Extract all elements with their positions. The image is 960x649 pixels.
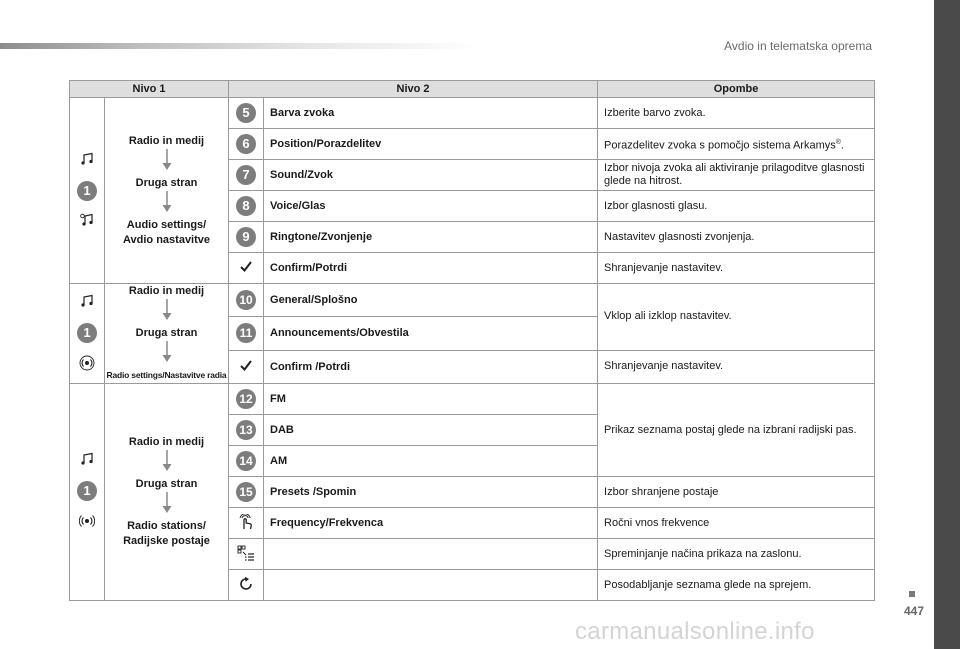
level-badge: 1 <box>77 481 97 501</box>
registered-mark: ® <box>835 138 841 146</box>
level2-label: Confirm /Potrdi <box>264 350 598 383</box>
row-number-badge: 8 <box>236 196 256 216</box>
level2-label: Sound/Zvok <box>264 160 598 191</box>
display-mode-icon <box>229 539 264 570</box>
header-nivo2: Nivo 2 <box>229 81 598 98</box>
note-text: Porazdelitev zvoka s pomočjo sistema Arkamys <box>604 139 836 152</box>
path-step: Radio in medij <box>128 134 205 147</box>
group1-icons <box>70 98 105 284</box>
note: Ročni vnos frekvence <box>598 508 875 539</box>
group2-path <box>105 284 229 384</box>
note: Shranjevanje nastavitev. <box>598 253 875 284</box>
watermark: carmanualsonline.info <box>575 618 815 645</box>
down-arrow-icon <box>105 450 228 477</box>
radio-settings-icon <box>79 355 95 374</box>
note: Posodabljanje seznama glede na sprejem. <box>598 570 875 601</box>
page-marker <box>909 591 915 597</box>
level-badge: 1 <box>77 181 97 201</box>
radio-antenna-icon <box>79 513 95 532</box>
note: Izbor nivoja zvoka ali aktiviranje prilagoditve glasnosti glede na hitrost. <box>598 160 875 191</box>
row-number-badge: 15 <box>236 482 256 502</box>
level-badge: 1 <box>77 323 97 343</box>
section-title: Avdio in telematska oprema <box>724 39 872 53</box>
down-arrow-icon <box>105 492 228 519</box>
settings-table <box>69 80 875 601</box>
group3-icons <box>70 384 105 601</box>
level2-label: General/Splošno <box>264 284 598 317</box>
path-step: Radio in medij <box>128 436 205 448</box>
row-number-badge: 11 <box>236 323 256 343</box>
level2-label: Position/Porazdelitev <box>264 129 598 160</box>
music-settings-icon <box>80 213 94 230</box>
row-number-badge: 13 <box>236 420 256 440</box>
header-nivo1: Nivo 1 <box>70 81 229 98</box>
side-strip <box>934 0 960 649</box>
path-step: Radio stations/ <box>127 520 206 532</box>
note: Izbor glasnosti glasu. <box>598 191 875 222</box>
level2-label <box>264 570 598 601</box>
header-opombe: Opombe <box>598 81 875 98</box>
hand-touch-icon <box>229 508 264 539</box>
note: Nastavitev glasnosti zvonjenja. <box>598 222 875 253</box>
row-number-badge: 10 <box>236 290 256 310</box>
row-number-badge: 9 <box>236 227 256 247</box>
row-number-badge: 6 <box>236 134 256 154</box>
table-row <box>70 384 875 415</box>
path-step: Radijske postaje <box>123 535 210 547</box>
level2-label: Ringtone/Zvonjenje <box>264 222 598 253</box>
checkmark-icon <box>229 253 264 284</box>
music-note-icon <box>80 152 94 169</box>
path-step: Druga stran <box>135 176 198 189</box>
level2-label: Voice/Glas <box>264 191 598 222</box>
level2-label: Confirm/Potrdi <box>264 253 598 284</box>
level2-label: Announcements/Obvestila <box>264 317 598 350</box>
table-row <box>70 284 875 317</box>
path-step: Druga stran <box>135 478 198 490</box>
down-arrow-icon <box>105 191 228 218</box>
note: Izbor shranjene postaje <box>598 477 875 508</box>
path-step: Radio in medij <box>128 285 205 297</box>
group1-path <box>105 98 229 284</box>
level2-label: Frequency/Frekvenca <box>264 508 598 539</box>
table-row <box>70 98 875 129</box>
refresh-icon <box>229 570 264 601</box>
row-number-badge: 14 <box>236 451 256 471</box>
level2-label <box>264 539 598 570</box>
header-gradient-bar <box>0 43 480 49</box>
level2-label: AM <box>264 446 598 477</box>
level2-label: DAB <box>264 415 598 446</box>
level2-label: FM <box>264 384 598 415</box>
down-arrow-icon <box>105 299 228 326</box>
page-number: 447 <box>903 604 924 618</box>
level2-label: Presets /Spomin <box>264 477 598 508</box>
checkmark-icon <box>229 350 264 383</box>
note: Spreminjanje načina prikaza na zaslonu. <box>598 539 875 570</box>
down-arrow-icon <box>105 149 228 176</box>
path-step: Radio settings/Nastavitve radia <box>106 370 227 380</box>
note: Vklop ali izklop nastavitev. <box>598 284 875 351</box>
note-end: . <box>840 139 844 152</box>
group3-path <box>105 384 229 601</box>
music-note-icon <box>80 294 94 311</box>
note <box>598 129 875 160</box>
level2-label: Barva zvoka <box>264 98 598 129</box>
group2-icons <box>70 284 105 384</box>
music-note-icon <box>80 452 94 469</box>
row-number-badge: 5 <box>236 103 256 123</box>
path-step: Druga stran <box>135 327 198 339</box>
note: Prikaz seznama postaj glede na izbrani radijski pas. <box>598 384 875 477</box>
down-arrow-icon <box>105 341 228 368</box>
path-step: Avdio nastavitve <box>123 233 211 246</box>
table-header-row <box>70 81 875 98</box>
path-step: Audio settings/ <box>126 218 207 231</box>
note: Izberite barvo zvoka. <box>598 98 875 129</box>
row-number-badge: 12 <box>236 389 256 409</box>
row-number-badge: 7 <box>236 165 256 185</box>
note: Shranjevanje nastavitev. <box>598 350 875 383</box>
